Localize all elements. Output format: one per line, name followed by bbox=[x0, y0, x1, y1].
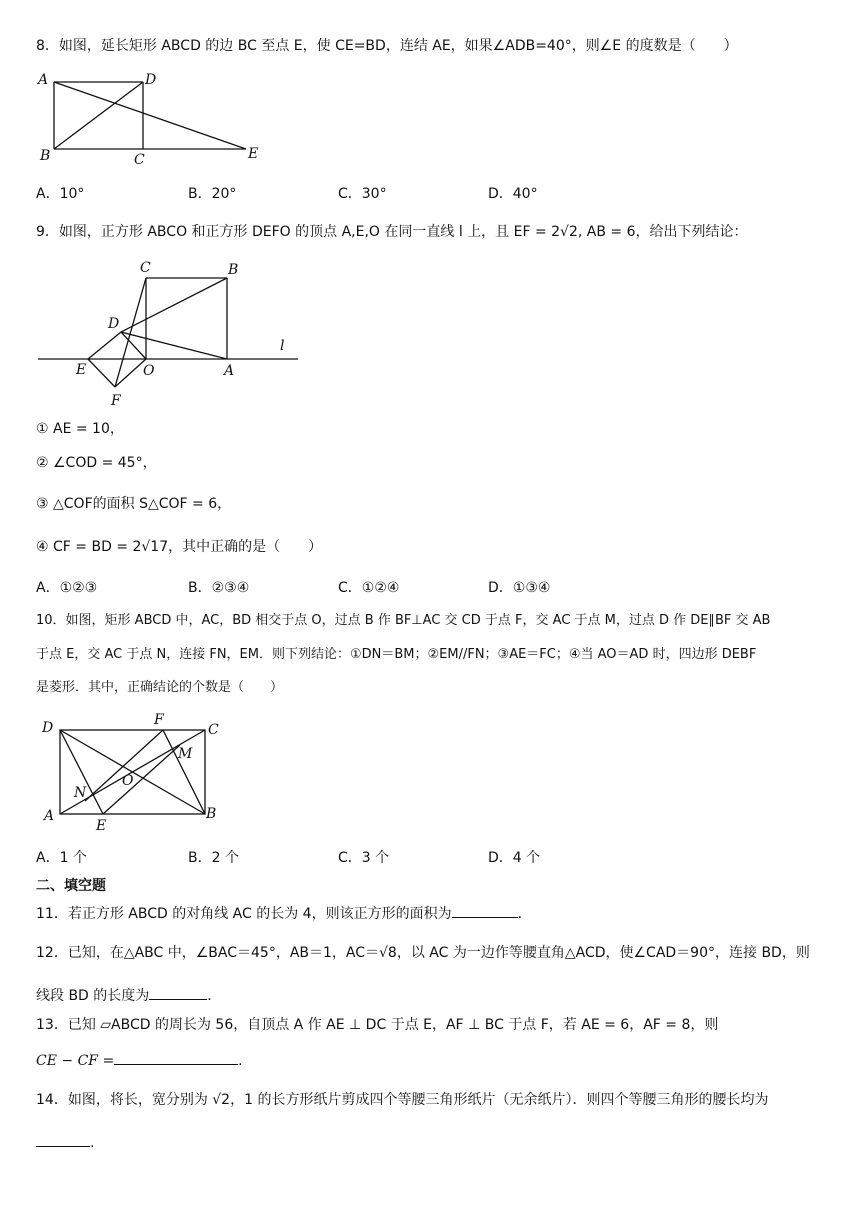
q8-label-a: A bbox=[38, 72, 49, 88]
q12-line-2-text: 线段 BD 的长度为 bbox=[36, 988, 150, 1004]
q10-label-b: B bbox=[206, 806, 217, 822]
q9-conclusion-3: ③ △COF的面积 S△COF = 6， bbox=[36, 496, 232, 512]
q11-text: 11．若正方形 ABCD 的对角线 AC 的长为 4，则该正方形的面积为 bbox=[36, 906, 452, 922]
q9-label-e: E bbox=[76, 362, 87, 378]
q12-answer-blank[interactable] bbox=[149, 985, 207, 1000]
q13-answer-blank[interactable] bbox=[114, 1050, 238, 1065]
q10-label-e: E bbox=[96, 818, 107, 834]
q13-line-2-text: CE − CF = bbox=[36, 1053, 115, 1069]
q12-end: . bbox=[207, 988, 212, 1004]
q8-option-a[interactable]: A．10° bbox=[36, 186, 85, 202]
q11-end: . bbox=[517, 906, 523, 922]
q13-end: . bbox=[238, 1053, 243, 1069]
q10-label-f: F bbox=[154, 712, 164, 728]
q9-label-l: l bbox=[280, 338, 285, 354]
q9-label-c: C bbox=[140, 260, 151, 276]
q8-figure bbox=[30, 68, 270, 168]
q10-stem-line-3: 是菱形．其中，正确结论的个数是（ ） bbox=[36, 680, 284, 695]
q8-option-c[interactable]: C．30° bbox=[338, 186, 387, 202]
section-2-title: 二、填空题 bbox=[36, 878, 106, 894]
q11-line bbox=[36, 903, 522, 924]
q10-label-c: C bbox=[208, 722, 219, 738]
q9-option-c[interactable]: C．①②④ bbox=[338, 580, 400, 596]
q9-conclusion-2: ② ∠COD = 45°， bbox=[36, 455, 157, 471]
q10-option-c[interactable]: C．3 个 bbox=[338, 850, 390, 866]
q13-line-2 bbox=[36, 1050, 243, 1071]
q8-options bbox=[36, 183, 836, 203]
q9-option-a[interactable]: A．①②③ bbox=[36, 580, 98, 596]
q8-label-c: C bbox=[134, 152, 145, 168]
q8-option-b[interactable]: B．20° bbox=[188, 186, 237, 202]
q10-label-o: O bbox=[122, 773, 134, 789]
q8-option-d[interactable]: D．40° bbox=[488, 186, 538, 202]
q10-option-d[interactable]: D．4 个 bbox=[488, 850, 541, 866]
q9-conclusion-1: ① AE = 10， bbox=[36, 421, 124, 437]
q14-line-1: 14．如图，将长，宽分别为 √2，1 的长方形纸片剪成四个等腰三角形纸片（无余纸片）．则四个等腰三角形的腰长均为 bbox=[36, 1092, 769, 1108]
q9-label-d: D bbox=[108, 316, 120, 332]
q11-answer-blank[interactable] bbox=[452, 903, 518, 918]
q10-option-b[interactable]: B．2 个 bbox=[188, 850, 239, 866]
q9-figure bbox=[30, 256, 310, 412]
q8-label-d: D bbox=[145, 72, 157, 88]
q10-label-m: M bbox=[178, 746, 193, 762]
q12-line-2 bbox=[36, 985, 212, 1006]
q10-stem-line-2: 于点 E，交 AC 于点 N，连接 FN，EM．则下列结论：①DN＝BM；②EM//FN；③AE＝FC；④当 AO＝AD 时，四边形 DEBF bbox=[36, 647, 757, 662]
q9-option-d[interactable]: D．①③④ bbox=[488, 580, 551, 596]
q9-label-b: B bbox=[228, 262, 239, 278]
q10-stem-line-1: 10．如图，矩形 ABCD 中，AC，BD 相交于点 O，过点 B 作 BF⊥AC 交 CD 于点 F，交 AC 于点 M，过点 D 作 DE∥BF 交 AB bbox=[36, 613, 771, 628]
q9-label-a: A bbox=[224, 363, 235, 379]
q14-line-2 bbox=[36, 1132, 94, 1153]
q9-conclusion-4: ④ CF = BD = 2√17，其中正确的是（ ） bbox=[36, 539, 323, 555]
q9-label-f: F bbox=[111, 393, 121, 409]
q9-options bbox=[36, 577, 836, 597]
q14-answer-blank[interactable] bbox=[36, 1132, 90, 1147]
q9-option-b[interactable]: B．②③④ bbox=[188, 580, 250, 596]
q10-label-d: D bbox=[42, 720, 54, 736]
q10-option-a[interactable]: A．1 个 bbox=[36, 850, 87, 866]
q8-label-b: B bbox=[40, 148, 51, 164]
q9-label-o: O bbox=[143, 363, 155, 379]
q8-label-e: E bbox=[248, 146, 259, 162]
q14-end: . bbox=[90, 1135, 95, 1151]
q13-line-1: 13．已知 ▱ABCD 的周长为 56，自顶点 A 作 AE ⊥ DC 于点 E，AF ⊥ BC 于点 F，若 AE = 6，AF = 8，则 bbox=[36, 1017, 719, 1033]
q8-stem: 8．如图，延长矩形 ABCD 的边 BC 至点 E，使 CE=BD，连结 AE，如果∠ADB=40°，则∠E 的度数是（ ） bbox=[36, 38, 738, 54]
q10-label-a: A bbox=[44, 808, 55, 824]
q12-line-1: 12．已知，在△ABC 中，∠BAC＝45°，AB＝1，AC＝√8，以 AC 为一边作等腰直角△ACD，使∠CAD＝90°，连接 BD，则 bbox=[36, 945, 810, 961]
q10-options bbox=[36, 847, 836, 867]
q10-label-n: N bbox=[74, 785, 87, 801]
q10-figure bbox=[30, 710, 230, 838]
q9-stem: 9．如图，正方形 ABCO 和正方形 DEFO 的顶点 A,E,O 在同一直线 l 上，且 EF = 2√2, AB = 6，给出下列结论： bbox=[36, 224, 748, 240]
